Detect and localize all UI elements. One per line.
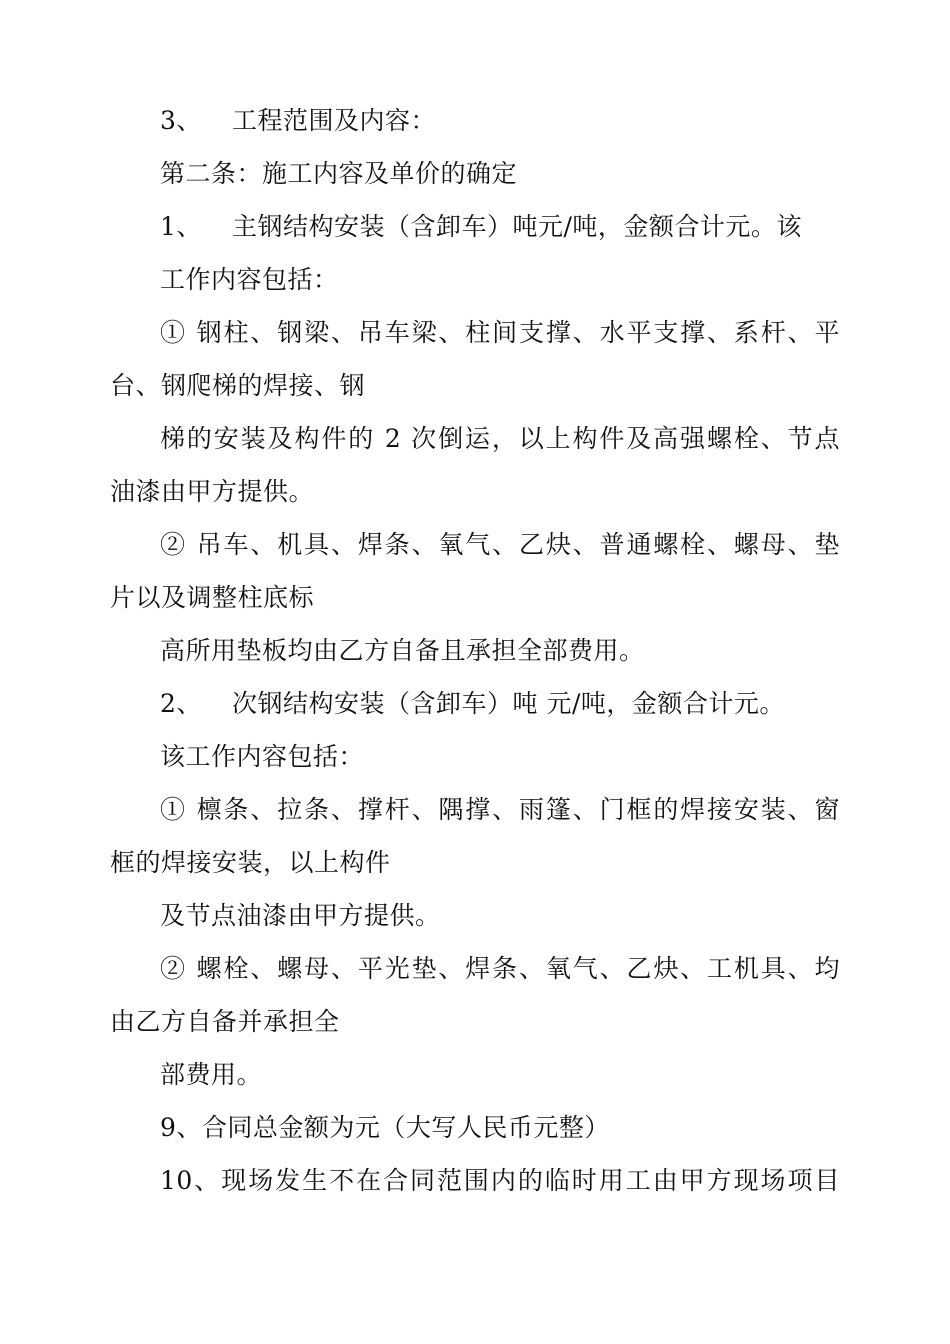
- line-item-2: 2、 次钢结构安装（含卸车）吨 元/吨，金额合计元。: [160, 689, 785, 718]
- item-number: 1、: [160, 212, 202, 241]
- item-number: 2、: [160, 689, 202, 718]
- line-item-9: 9、合同总金额为元（大写人民币元整）: [160, 1113, 610, 1142]
- line-item-2-b: ② 螺栓、螺母、平光垫、焊条、氧气、乙炔、工机具、均: [160, 954, 840, 983]
- line-section-3: 3、 工程范围及内容：: [160, 106, 437, 135]
- line-item-2-b-cont: 由乙方自备并承担全: [110, 1007, 340, 1036]
- item-number: 3、: [160, 106, 202, 135]
- line-item-1-scope: 工作内容包括：: [160, 265, 339, 294]
- line-item-10: 10、现场发生不在合同范围内的临时用工由甲方现场项目: [160, 1166, 840, 1195]
- line-item-2-a-cont2: 及节点油漆由甲方提供。: [160, 901, 441, 930]
- line-item-1-b: ② 吊车、机具、焊条、氧气、乙炔、普通螺栓、螺母、垫: [160, 530, 840, 559]
- line-item-2-a: ① 檩条、拉条、撑杆、隅撑、雨篷、门框的焊接安装、窗: [160, 795, 840, 824]
- line-item-2-a-cont: 框的焊接安装，以上构件: [110, 848, 391, 877]
- line-article-2-heading: 第二条：施工内容及单价的确定: [160, 159, 518, 188]
- line-item-1-a-cont: 台、钢爬梯的焊接、钢: [110, 371, 366, 400]
- line-item-1-a: ① 钢柱、钢梁、吊车梁、柱间支撑、水平支撑、系杆、平: [160, 318, 840, 347]
- line-item-1-a-cont3: 油漆由甲方提供。: [110, 477, 315, 506]
- line-item-2-scope: 该工作内容包括：: [160, 742, 365, 771]
- line-item-1: 1、 主钢结构安装（含卸车）吨元/吨，金额合计元。该: [160, 212, 802, 241]
- line-item-1-a-cont2: 梯的安装及构件的 2 次倒运，以上构件及高强螺栓、节点: [160, 424, 840, 453]
- line-item-1-b-cont2: 高所用垫板均由乙方自备且承担全部费用。: [160, 636, 645, 665]
- line-item-1-b-cont: 片以及调整柱底标: [110, 583, 315, 612]
- line-item-2-b-cont2: 部费用。: [160, 1060, 263, 1089]
